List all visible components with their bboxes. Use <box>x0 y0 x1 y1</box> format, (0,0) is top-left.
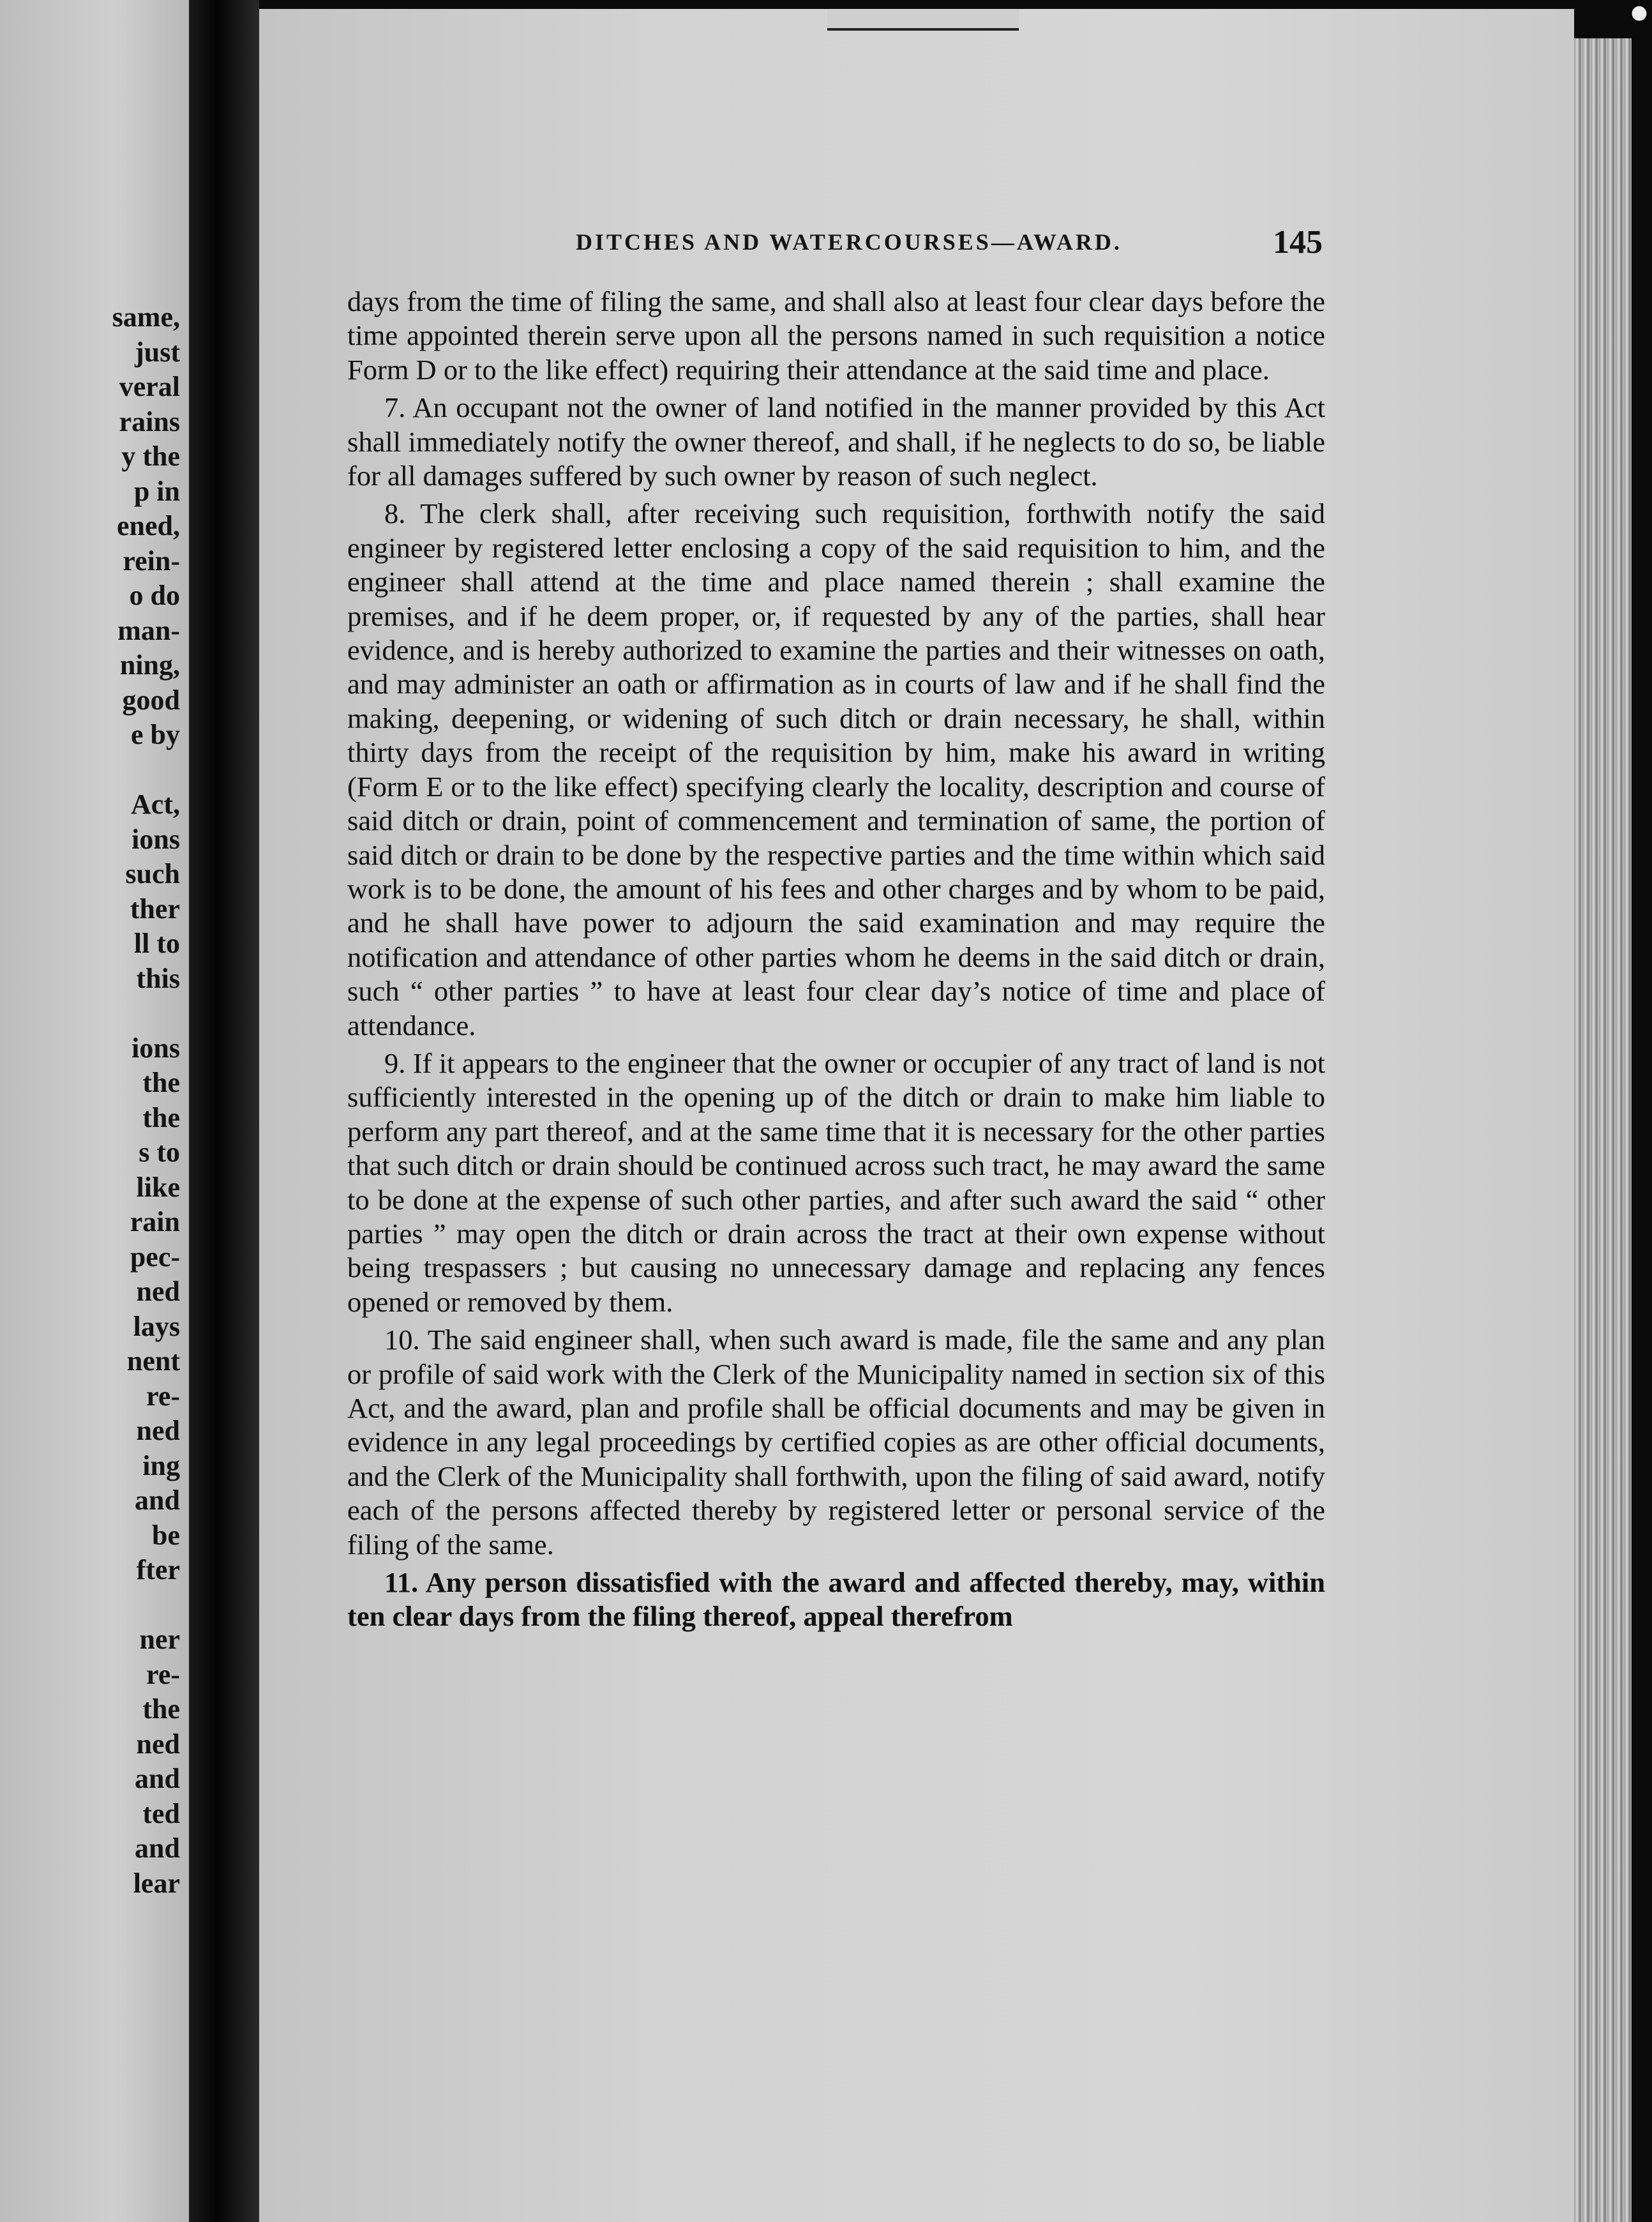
previous-page-line: such <box>125 858 180 889</box>
previous-page-line: like <box>136 1171 180 1203</box>
previous-page-line: rein- <box>123 545 180 577</box>
previous-page-line: rain <box>130 1206 180 1237</box>
previous-page-line: and <box>135 1485 180 1516</box>
previous-page-line: p in <box>133 475 180 507</box>
previous-page-line: be <box>152 1519 180 1551</box>
previous-page-line: ning, <box>119 649 180 681</box>
section-11-paragraph: 11. Any person dissatisfied with the award and affected thereby, may, within ten clear days from the filing thereof, appeal therefrom <box>347 1566 1325 1633</box>
previous-page-text <box>112 300 180 1901</box>
previous-page-line: ther <box>130 893 180 925</box>
page-number: 145 <box>1273 224 1323 261</box>
section-10-paragraph: 10. The said engineer shall, when such award is made, file the same and any plan or profile of said work with the Clerk of the Municipality named in section six of this Act, and the award, plan and profile shall be official documents and may be given in evidence in any legal proceedings by certified copies as are other official documents, and the Clerk of the Municipality shall forthwith, upon the filing of said award, notify each of the persons affected thereby by registered letter or personal service of the filing of the same. <box>347 1324 1325 1561</box>
previous-page-line: ll to <box>133 928 180 959</box>
page-top-tab <box>827 9 1019 31</box>
previous-page-line: s to <box>139 1137 180 1168</box>
previous-page-line: lays <box>133 1310 180 1342</box>
page-body <box>347 285 1325 1638</box>
page-edge-stack <box>1574 38 1632 2222</box>
previous-page-line: same, <box>112 301 180 333</box>
corner-registration-icon: ● <box>1630 1 1648 24</box>
previous-page-line: ing <box>142 1449 180 1481</box>
book-gutter <box>189 0 259 2222</box>
previous-page-line <box>112 753 180 788</box>
previous-page-line: Act, <box>131 789 180 820</box>
previous-page-line: re- <box>146 1658 180 1690</box>
previous-page-line <box>112 1588 180 1623</box>
previous-page-line: and <box>135 1763 180 1794</box>
previous-page-line: man- <box>117 614 180 646</box>
previous-page-line: lear <box>133 1867 180 1899</box>
previous-page-line: ions <box>131 823 180 855</box>
previous-page-line: the <box>142 1067 180 1098</box>
previous-page-line: the <box>142 1101 180 1133</box>
section-8-paragraph: 8. The clerk shall, after receiving such requisition, forthwith notify the said engineer by registered letter enclosing a copy of the said requisition to him, and the engineer shall attend at the time and place named therein ; shall examine the premises, and if he deem proper, or, if requested by any of the parties, shall hear evidence, and is hereby authorized to examine the parties and their witnesses on oath, and may administer an oath or affirmation as in courts of law and if he shall find the making, deepening, or widening of such ditch or drain necessary, he shall, within thirty days from the receipt of the requisition by him, make his award in writing (Form E or to the like effect) specifying clearly the locality, description and course of said ditch or drain, point of commencement and termination of same, the portion of said ditch or drain to be done by the respective parties and the time within which said work is to be done, the amount of his fees and other charges and by whom to be paid, and he shall have power to adjourn the said examination and may require the notification and attendance of other parties whom he deems in the said ditch or drain, such “ other parties ” to have at least four clear day’s notice of time and place of attendance. <box>347 497 1325 1041</box>
previous-page-line <box>112 996 180 1031</box>
previous-page-line: ned <box>136 1276 180 1307</box>
previous-page-line: y the <box>121 441 180 472</box>
paragraph-continuation: days from the time of filing the same, and shall also at least four clear days before the time appointed therein serve upon all the persons named in such requisition a notice Form D or to the like effect) requiring their attendance at the said time and place. <box>347 285 1325 386</box>
previous-page-line: fter <box>136 1554 180 1585</box>
previous-page-line: nent <box>126 1345 180 1377</box>
previous-page-line: veral <box>119 371 180 402</box>
previous-page-line: ted <box>142 1797 180 1829</box>
previous-page-line: ions <box>131 1032 180 1064</box>
previous-page-line: just <box>135 336 180 368</box>
previous-page-line: e by <box>131 719 180 750</box>
previous-page-line: good <box>122 684 180 716</box>
previous-page-line: o do <box>129 580 180 611</box>
previous-page-line: ned <box>136 1728 180 1760</box>
previous-page-line: and <box>135 1833 180 1864</box>
previous-page-line: ened, <box>117 510 180 541</box>
section-9-paragraph: 9. If it appears to the engineer that the owner or occupier of any tract of land is not sufficiently interested in the opening up of the ditch or drain to make him liable to perform any part thereof, and at the same time that it is necessary for the other parties that such ditch or drain should be continued across such tract, he may award the same to be done at the expense of such other parties, and after such award the said “ other parties ” may open the ditch or drain across the tract at their own expense without being trespassers ; but causing no unnecessary damage and replacing any fences opened or removed by them. <box>347 1047 1325 1318</box>
previous-page-line: the <box>142 1693 180 1725</box>
previous-page-line: re- <box>146 1380 180 1412</box>
section-7-paragraph: 7. An occupant not the owner of land notified in the manner provided by this Act shall immediately notify the owner thereof, and shall, if he neglects to do so, be liable for all damages suffered by such owner by reason of such neglect. <box>347 391 1325 492</box>
previous-page-line: ned <box>136 1415 180 1446</box>
scan-border <box>1632 0 1652 2222</box>
previous-page-line: pec- <box>130 1241 180 1273</box>
previous-page-line: rains <box>119 405 180 437</box>
previous-page-line: ner <box>139 1624 180 1655</box>
running-header: DITCHES AND WATERCOURSES—AWARD. <box>576 229 1122 255</box>
previous-page-line: this <box>136 962 180 994</box>
previous-page <box>0 0 189 2222</box>
